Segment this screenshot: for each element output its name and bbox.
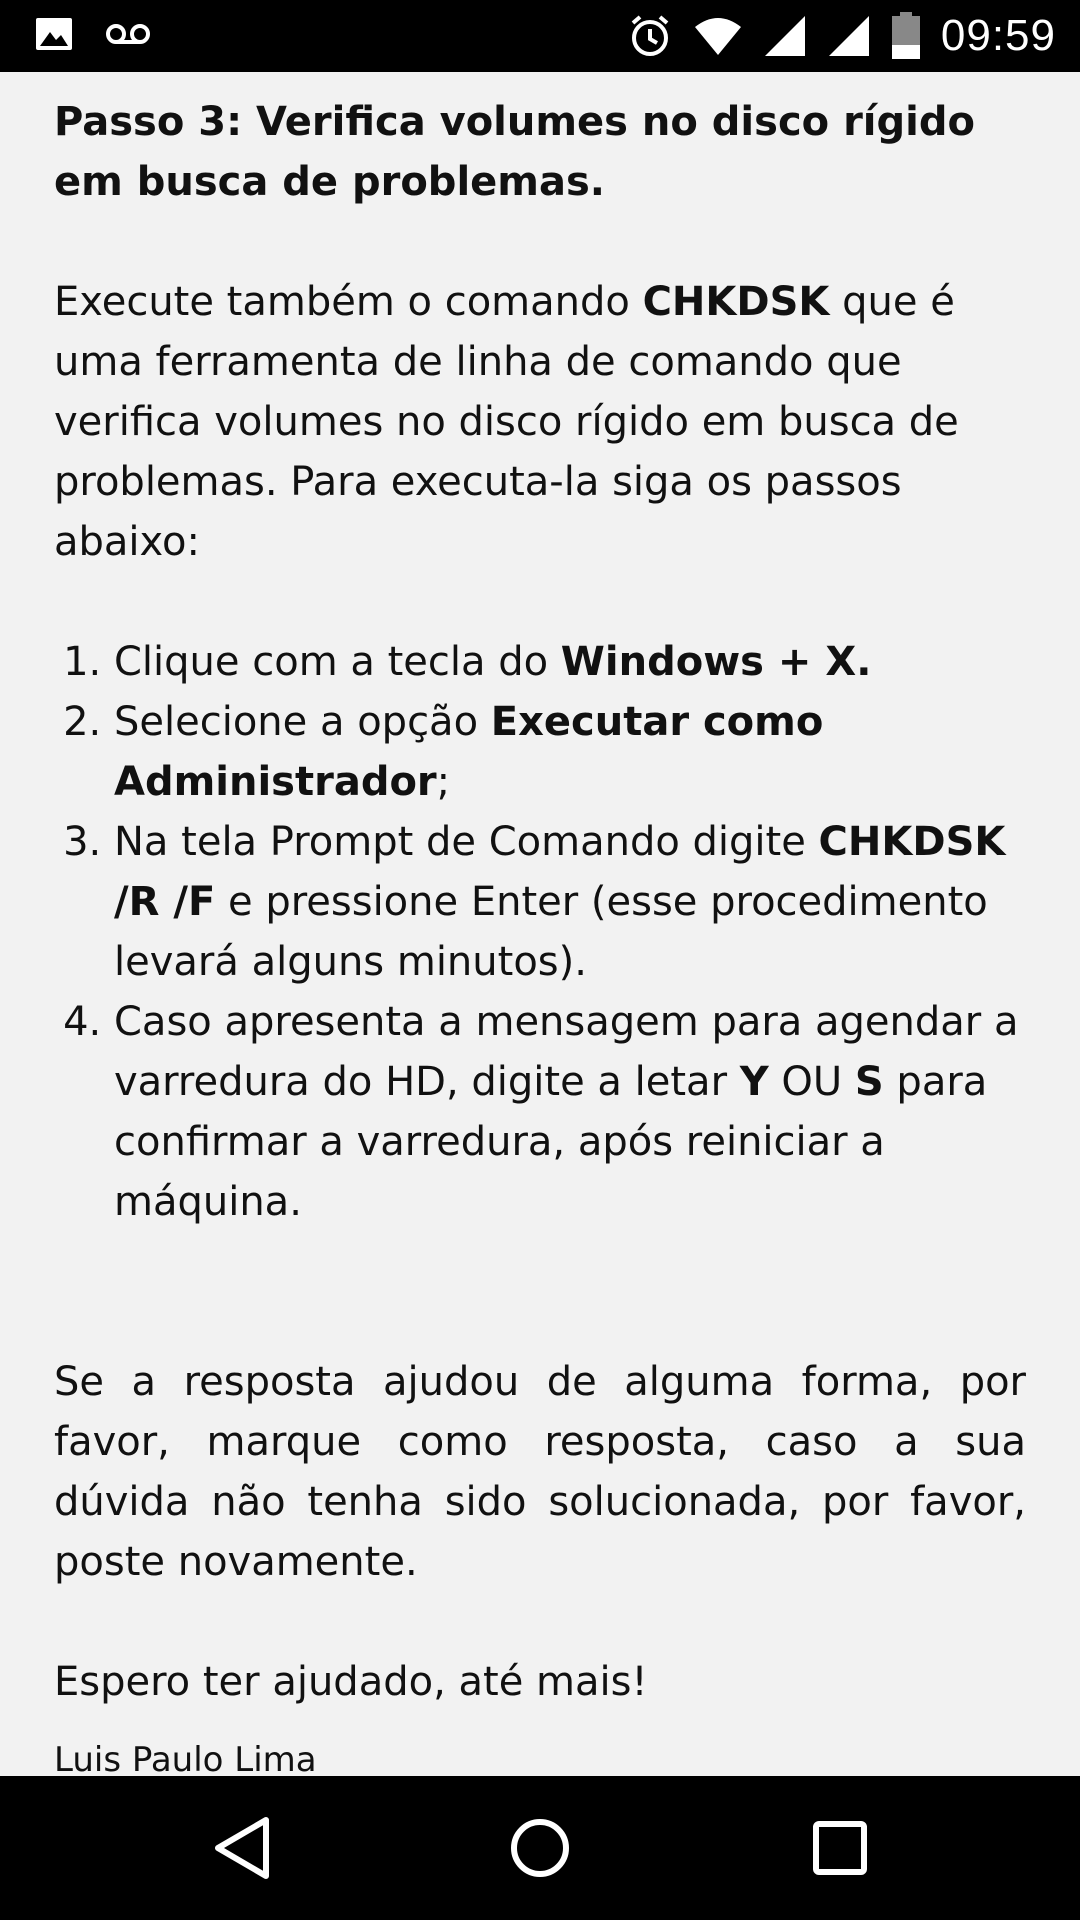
step-bold: Windows + X. [560, 639, 872, 685]
navigation-bar [0, 1776, 1080, 1920]
intro-command: CHKDSK [642, 279, 830, 325]
wifi-icon [693, 15, 743, 57]
back-icon [212, 1816, 272, 1880]
step-suffix: para confirmar a varredura, após reiniciar a máquina. [114, 1059, 988, 1225]
recents-button[interactable] [794, 1802, 886, 1894]
home-icon [508, 1816, 572, 1880]
step-bold: CHKDSK /R /F [114, 819, 1006, 925]
status-right-icons [627, 10, 1056, 62]
intro-prefix: Execute também o comando [54, 279, 643, 325]
intro-paragraph [54, 272, 1026, 572]
step-bold-2: S [854, 1059, 884, 1105]
step-bold: Y [739, 1059, 769, 1105]
list-item [114, 812, 1026, 992]
step-bold: Executar como Administrador [114, 699, 824, 805]
article-content [54, 92, 1026, 1772]
alarm-icon [627, 13, 673, 59]
step-title: Passo 3: Verifica volumes no disco rígido em busca de problemas. [54, 99, 975, 205]
signature: Luis Paulo Lima [54, 1740, 317, 1772]
thanks-text: Espero ter ajudado, até mais! [54, 1659, 648, 1705]
voicemail-icon [104, 19, 152, 49]
step-text: Na tela Prompt de Comando digite [114, 819, 819, 865]
step-text: Selecione a opção [114, 699, 491, 745]
status-left-icons [34, 14, 152, 54]
status-time: 09:59 [940, 11, 1056, 60]
closing-paragraph: Se a resposta ajudou de alguma forma, por favor, marque como resposta, caso a sua dúvida não tenha sido solucionada, por favor, poste novamente. [54, 1359, 1026, 1585]
battery-icon [891, 12, 921, 60]
step-suffix: e pressione Enter (esse procedimento levará alguns minutos). [114, 879, 988, 985]
home-button[interactable] [494, 1802, 586, 1894]
list-item [114, 632, 1026, 692]
step-text: Clique com a tecla do [114, 639, 561, 685]
back-button[interactable] [196, 1802, 288, 1894]
list-item [114, 992, 1026, 1232]
step-middle: OU [768, 1059, 855, 1105]
list-item [114, 692, 1026, 812]
step-suffix: ; [436, 759, 451, 805]
signal-icon-2 [827, 14, 871, 58]
image-icon [34, 14, 74, 54]
status-bar [0, 0, 1080, 72]
intro-suffix: que é uma ferramenta de linha de comando que verifica volumes no disco rígido em busca de problemas. Para executa-la siga os passos abaixo: [54, 279, 959, 565]
step-text: Caso apresenta a mensagem para agendar a varredura do HD, digite a letar [114, 999, 1019, 1105]
steps-list [54, 632, 1026, 1232]
recents-icon [812, 1820, 868, 1876]
signal-icon [763, 14, 807, 58]
